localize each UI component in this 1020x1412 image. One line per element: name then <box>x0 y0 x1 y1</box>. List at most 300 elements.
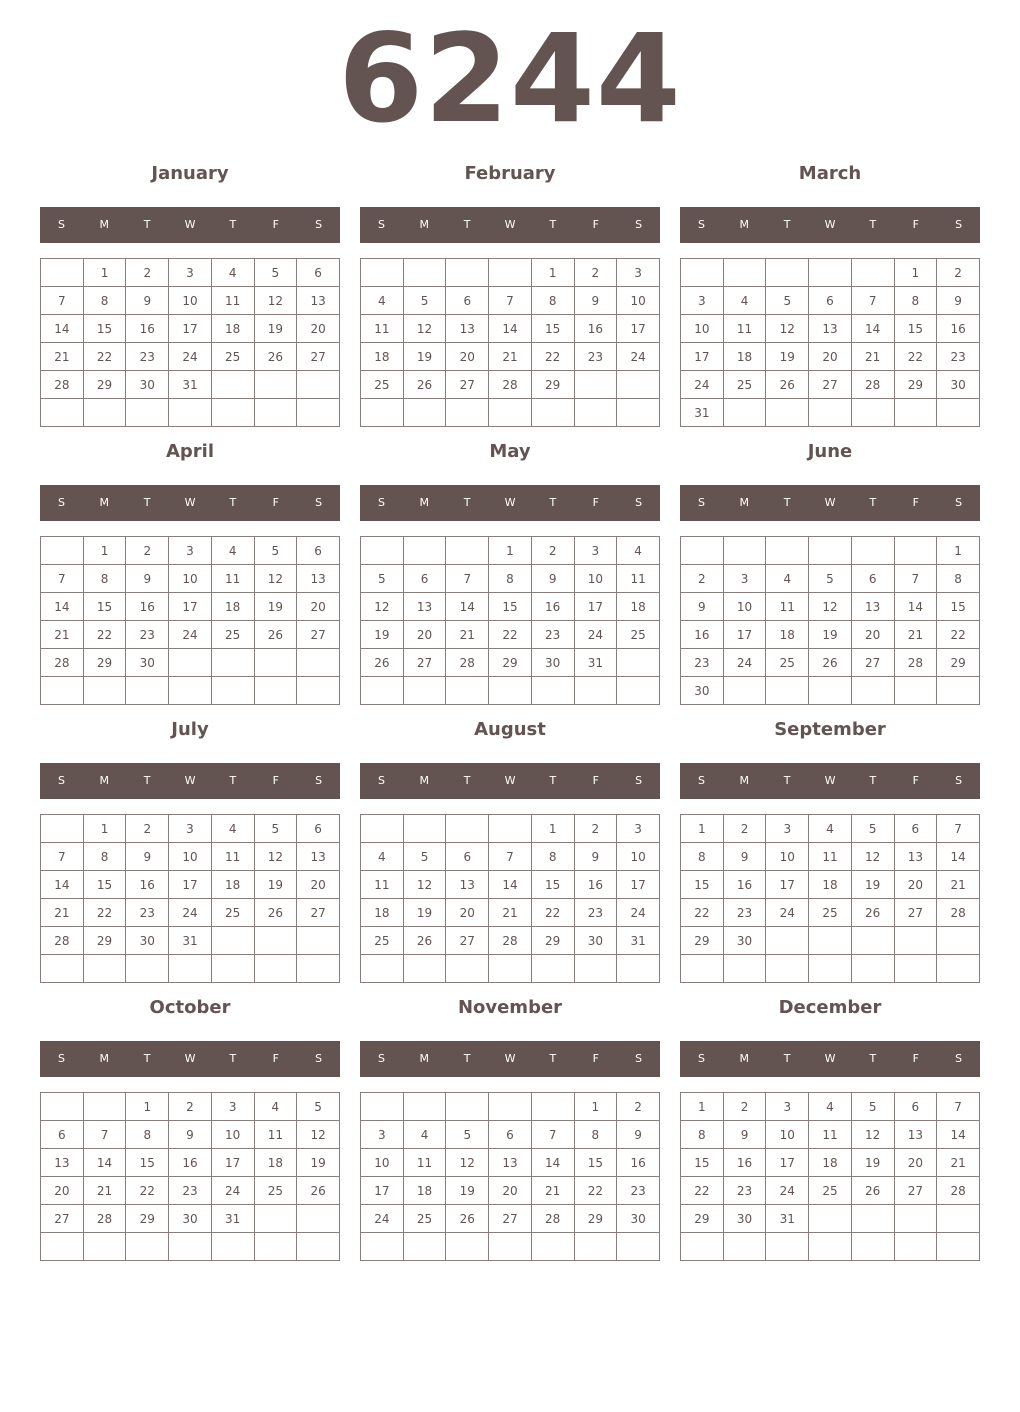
day-cell <box>574 677 617 705</box>
week-row <box>361 1121 660 1149</box>
day-cell <box>723 537 766 565</box>
weekday-label: W <box>184 218 196 231</box>
day-cell: 31 <box>574 649 617 677</box>
week-row <box>41 1149 340 1177</box>
day-cell: 7 <box>894 565 937 593</box>
day-cell: 11 <box>809 1121 852 1149</box>
day-cell <box>211 399 254 427</box>
day-cell: 12 <box>254 843 297 871</box>
day-cell <box>211 927 254 955</box>
day-cell: 11 <box>361 315 404 343</box>
day-grid <box>360 258 660 427</box>
day-cell: 11 <box>403 1149 446 1177</box>
day-cell <box>809 677 852 705</box>
day-cell: 3 <box>766 1093 809 1121</box>
day-cell <box>851 259 894 287</box>
day-cell: 5 <box>254 537 297 565</box>
day-cell: 6 <box>809 287 852 315</box>
day-cell <box>254 649 297 677</box>
weekday-label: T <box>463 496 471 509</box>
day-cell: 25 <box>809 899 852 927</box>
day-cell <box>41 259 84 287</box>
day-cell: 1 <box>83 537 126 565</box>
week-row <box>41 1121 340 1149</box>
day-cell: 29 <box>681 1205 724 1233</box>
day-cell: 28 <box>41 927 84 955</box>
day-cell: 20 <box>297 871 340 899</box>
day-cell: 17 <box>766 871 809 899</box>
day-cell <box>41 1093 84 1121</box>
weekday-label: S <box>955 774 963 787</box>
weekday-label: S <box>315 218 323 231</box>
day-cell: 14 <box>41 593 84 621</box>
day-cell <box>937 677 980 705</box>
day-cell: 21 <box>851 343 894 371</box>
day-cell: 6 <box>851 565 894 593</box>
week-row <box>361 1205 660 1233</box>
day-cell: 15 <box>83 593 126 621</box>
week-row <box>41 1177 340 1205</box>
day-cell: 3 <box>574 537 617 565</box>
day-cell <box>766 537 809 565</box>
day-cell: 23 <box>681 649 724 677</box>
day-cell: 21 <box>531 1177 574 1205</box>
weekday-label: W <box>824 496 836 509</box>
day-cell: 28 <box>851 371 894 399</box>
day-cell: 6 <box>894 1093 937 1121</box>
weekday-label: T <box>549 218 557 231</box>
day-cell: 8 <box>937 565 980 593</box>
weekday-label: T <box>229 218 237 231</box>
week-row <box>41 815 340 843</box>
day-cell: 22 <box>531 343 574 371</box>
weekday-label: M <box>739 496 750 509</box>
month-name: December <box>778 997 882 1018</box>
day-cell: 27 <box>894 899 937 927</box>
day-cell: 30 <box>574 927 617 955</box>
day-cell: 23 <box>937 343 980 371</box>
weekday-label: S <box>377 496 385 509</box>
day-cell: 24 <box>211 1177 254 1205</box>
day-cell: 5 <box>297 1093 340 1121</box>
day-cell <box>851 955 894 983</box>
day-cell: 1 <box>83 815 126 843</box>
weekday-label: W <box>504 218 516 231</box>
day-cell: 29 <box>531 927 574 955</box>
day-cell: 10 <box>361 1149 404 1177</box>
day-cell: 10 <box>766 843 809 871</box>
weekday-label: W <box>824 1052 836 1065</box>
day-cell: 24 <box>574 621 617 649</box>
day-cell: 17 <box>169 593 212 621</box>
day-cell: 26 <box>809 649 852 677</box>
day-cell: 26 <box>766 371 809 399</box>
week-row <box>361 565 660 593</box>
day-cell <box>41 537 84 565</box>
day-cell <box>83 1093 126 1121</box>
day-cell <box>617 371 660 399</box>
day-cell: 28 <box>937 1177 980 1205</box>
day-cell <box>809 1205 852 1233</box>
weekday-label: F <box>592 1052 599 1065</box>
day-cell <box>211 677 254 705</box>
day-cell: 3 <box>169 537 212 565</box>
day-cell: 15 <box>531 871 574 899</box>
day-cell: 26 <box>297 1177 340 1205</box>
weekday-label: T <box>549 774 557 787</box>
day-cell <box>531 1093 574 1121</box>
day-cell: 6 <box>894 815 937 843</box>
weekday-label: S <box>955 496 963 509</box>
day-cell: 26 <box>851 899 894 927</box>
week-row <box>41 677 340 705</box>
day-cell: 24 <box>361 1205 404 1233</box>
day-cell: 5 <box>851 1093 894 1121</box>
week-row <box>361 815 660 843</box>
day-cell <box>403 1093 446 1121</box>
day-cell <box>403 259 446 287</box>
day-cell: 11 <box>211 565 254 593</box>
day-cell: 2 <box>169 1093 212 1121</box>
day-cell: 30 <box>723 927 766 955</box>
day-cell: 16 <box>681 621 724 649</box>
weekday-label: T <box>143 496 151 509</box>
day-cell: 24 <box>681 371 724 399</box>
week-row <box>361 899 660 927</box>
day-cell: 12 <box>361 593 404 621</box>
day-cell: 27 <box>297 343 340 371</box>
day-cell: 24 <box>169 343 212 371</box>
week-row <box>681 565 980 593</box>
week-row <box>681 677 980 705</box>
weekday-label: T <box>783 1052 791 1065</box>
day-cell: 24 <box>169 621 212 649</box>
day-cell: 4 <box>766 565 809 593</box>
day-cell <box>766 927 809 955</box>
week-row <box>41 259 340 287</box>
day-cell: 14 <box>489 315 532 343</box>
day-cell <box>254 677 297 705</box>
day-cell: 25 <box>766 649 809 677</box>
day-cell <box>489 815 532 843</box>
weekday-label: S <box>697 1052 705 1065</box>
day-cell: 24 <box>766 899 809 927</box>
day-grid <box>360 814 660 983</box>
day-cell: 17 <box>617 871 660 899</box>
day-cell: 9 <box>617 1121 660 1149</box>
day-cell: 9 <box>723 843 766 871</box>
day-cell: 13 <box>297 287 340 315</box>
day-cell: 26 <box>403 927 446 955</box>
day-cell <box>446 815 489 843</box>
day-cell: 1 <box>489 537 532 565</box>
week-row <box>361 399 660 427</box>
day-cell: 12 <box>851 1121 894 1149</box>
day-cell <box>617 1233 660 1261</box>
weekday-label: F <box>592 774 599 787</box>
day-cell: 13 <box>851 593 894 621</box>
weekday-label: W <box>184 496 196 509</box>
day-cell: 20 <box>403 621 446 649</box>
week-row <box>41 899 340 927</box>
weekday-label: T <box>143 774 151 787</box>
month-name: September <box>774 719 886 740</box>
week-row <box>681 399 980 427</box>
month-name: October <box>149 997 231 1018</box>
day-cell: 29 <box>937 649 980 677</box>
day-cell: 25 <box>361 371 404 399</box>
day-cell: 4 <box>211 815 254 843</box>
day-cell <box>361 815 404 843</box>
week-row <box>41 371 340 399</box>
day-cell: 27 <box>297 899 340 927</box>
weekday-label: T <box>783 496 791 509</box>
day-cell <box>297 399 340 427</box>
day-cell: 8 <box>574 1121 617 1149</box>
day-cell <box>361 399 404 427</box>
day-cell: 19 <box>851 1149 894 1177</box>
day-cell <box>894 1233 937 1261</box>
day-cell: 26 <box>254 899 297 927</box>
weekday-header <box>360 485 660 521</box>
day-cell: 4 <box>403 1121 446 1149</box>
week-row <box>681 259 980 287</box>
day-cell: 7 <box>83 1121 126 1149</box>
weekday-label: F <box>912 774 919 787</box>
day-cell: 5 <box>766 287 809 315</box>
day-cell: 10 <box>681 315 724 343</box>
week-row <box>361 259 660 287</box>
day-cell: 5 <box>254 259 297 287</box>
day-cell: 17 <box>169 315 212 343</box>
day-cell <box>403 399 446 427</box>
weekday-label: T <box>869 1052 877 1065</box>
day-cell: 18 <box>361 899 404 927</box>
day-cell: 21 <box>894 621 937 649</box>
day-cell: 2 <box>126 537 169 565</box>
week-row <box>361 371 660 399</box>
day-cell: 2 <box>617 1093 660 1121</box>
week-row <box>41 287 340 315</box>
day-cell <box>681 537 724 565</box>
day-cell: 11 <box>809 843 852 871</box>
day-cell: 13 <box>297 843 340 871</box>
weekday-label: W <box>184 1052 196 1065</box>
day-cell <box>83 1233 126 1261</box>
day-cell: 7 <box>446 565 489 593</box>
day-cell: 28 <box>489 927 532 955</box>
week-row <box>41 343 340 371</box>
week-row <box>681 1121 980 1149</box>
day-cell: 4 <box>723 287 766 315</box>
weekday-label: F <box>592 218 599 231</box>
day-cell: 26 <box>254 343 297 371</box>
day-cell: 22 <box>83 621 126 649</box>
weekday-label: S <box>697 496 705 509</box>
day-cell: 23 <box>617 1177 660 1205</box>
weekday-label: S <box>377 218 385 231</box>
day-cell: 24 <box>766 1177 809 1205</box>
day-cell: 7 <box>937 1093 980 1121</box>
weekday-label: S <box>635 496 643 509</box>
week-row <box>681 1205 980 1233</box>
day-cell: 21 <box>41 343 84 371</box>
day-cell: 3 <box>211 1093 254 1121</box>
day-grid <box>680 814 980 983</box>
day-cell: 19 <box>297 1149 340 1177</box>
day-cell: 30 <box>126 371 169 399</box>
day-cell: 11 <box>211 287 254 315</box>
day-cell: 8 <box>83 843 126 871</box>
day-cell: 9 <box>574 287 617 315</box>
week-row <box>681 899 980 927</box>
day-cell: 25 <box>361 927 404 955</box>
day-cell: 5 <box>446 1121 489 1149</box>
day-cell: 12 <box>297 1121 340 1149</box>
day-cell: 4 <box>617 537 660 565</box>
day-cell: 21 <box>41 899 84 927</box>
week-row <box>41 1233 340 1261</box>
day-cell: 4 <box>254 1093 297 1121</box>
day-cell <box>894 537 937 565</box>
day-cell: 22 <box>83 899 126 927</box>
day-cell: 22 <box>894 343 937 371</box>
day-cell: 18 <box>766 621 809 649</box>
day-cell: 8 <box>126 1121 169 1149</box>
weekday-label: T <box>549 496 557 509</box>
day-cell: 30 <box>617 1205 660 1233</box>
day-cell: 3 <box>169 815 212 843</box>
day-cell: 2 <box>574 815 617 843</box>
day-cell: 15 <box>83 315 126 343</box>
weekday-label: T <box>229 1052 237 1065</box>
day-cell: 21 <box>489 899 532 927</box>
day-cell <box>446 259 489 287</box>
day-cell: 2 <box>126 815 169 843</box>
day-cell: 20 <box>851 621 894 649</box>
day-cell <box>211 955 254 983</box>
day-cell <box>574 399 617 427</box>
day-cell <box>446 399 489 427</box>
month-name: February <box>464 163 556 184</box>
day-cell <box>681 259 724 287</box>
day-cell: 25 <box>809 1177 852 1205</box>
weekday-header <box>360 1041 660 1077</box>
day-cell: 29 <box>574 1205 617 1233</box>
day-cell: 15 <box>574 1149 617 1177</box>
day-cell <box>403 1233 446 1261</box>
day-cell: 28 <box>489 371 532 399</box>
day-cell: 22 <box>681 1177 724 1205</box>
day-cell: 2 <box>723 1093 766 1121</box>
weekday-label: S <box>955 1052 963 1065</box>
day-cell: 1 <box>126 1093 169 1121</box>
day-cell: 22 <box>531 899 574 927</box>
weekday-header <box>360 207 660 243</box>
day-cell: 5 <box>851 815 894 843</box>
day-cell: 8 <box>681 843 724 871</box>
day-cell: 8 <box>531 843 574 871</box>
day-cell <box>126 677 169 705</box>
day-cell: 31 <box>681 399 724 427</box>
week-row <box>361 1093 660 1121</box>
day-cell: 24 <box>723 649 766 677</box>
day-cell <box>297 649 340 677</box>
day-cell <box>254 955 297 983</box>
day-cell <box>937 927 980 955</box>
week-row <box>681 537 980 565</box>
weekday-label: T <box>463 218 471 231</box>
day-cell: 19 <box>361 621 404 649</box>
day-cell <box>809 537 852 565</box>
day-cell: 29 <box>894 371 937 399</box>
day-cell <box>41 815 84 843</box>
day-cell: 2 <box>574 259 617 287</box>
day-cell <box>531 1233 574 1261</box>
day-cell: 9 <box>169 1121 212 1149</box>
day-cell: 12 <box>403 871 446 899</box>
day-cell: 14 <box>531 1149 574 1177</box>
day-cell: 1 <box>681 815 724 843</box>
day-cell: 1 <box>681 1093 724 1121</box>
weekday-label: M <box>99 1052 110 1065</box>
day-cell: 18 <box>211 315 254 343</box>
weekday-header <box>680 1041 980 1077</box>
day-cell <box>809 1233 852 1261</box>
week-row <box>361 287 660 315</box>
day-cell: 12 <box>254 565 297 593</box>
day-cell: 6 <box>403 565 446 593</box>
day-cell: 19 <box>254 593 297 621</box>
day-cell: 19 <box>254 871 297 899</box>
day-cell: 12 <box>766 315 809 343</box>
week-row <box>41 621 340 649</box>
day-cell <box>531 955 574 983</box>
weekday-label: W <box>504 1052 516 1065</box>
day-cell: 16 <box>937 315 980 343</box>
day-cell <box>403 537 446 565</box>
day-cell: 23 <box>723 899 766 927</box>
day-cell: 19 <box>851 871 894 899</box>
day-cell: 14 <box>894 593 937 621</box>
day-cell <box>297 927 340 955</box>
day-cell: 27 <box>446 927 489 955</box>
day-cell: 17 <box>361 1177 404 1205</box>
day-cell: 8 <box>894 287 937 315</box>
weekday-label: M <box>99 774 110 787</box>
day-cell: 3 <box>766 815 809 843</box>
weekday-header <box>680 485 980 521</box>
week-row <box>361 343 660 371</box>
day-cell <box>211 1233 254 1261</box>
week-row <box>681 649 980 677</box>
day-cell: 30 <box>681 677 724 705</box>
day-cell: 10 <box>723 593 766 621</box>
weekday-label: T <box>869 496 877 509</box>
day-cell: 8 <box>83 287 126 315</box>
weekday-label: T <box>463 774 471 787</box>
weekday-header <box>40 485 340 521</box>
weekday-label: T <box>549 1052 557 1065</box>
day-cell: 23 <box>723 1177 766 1205</box>
day-cell: 16 <box>126 315 169 343</box>
day-cell: 3 <box>617 815 660 843</box>
day-grid <box>40 536 340 705</box>
weekday-header <box>680 763 980 799</box>
weekday-label: F <box>272 774 279 787</box>
day-cell: 15 <box>937 593 980 621</box>
day-cell: 14 <box>489 871 532 899</box>
